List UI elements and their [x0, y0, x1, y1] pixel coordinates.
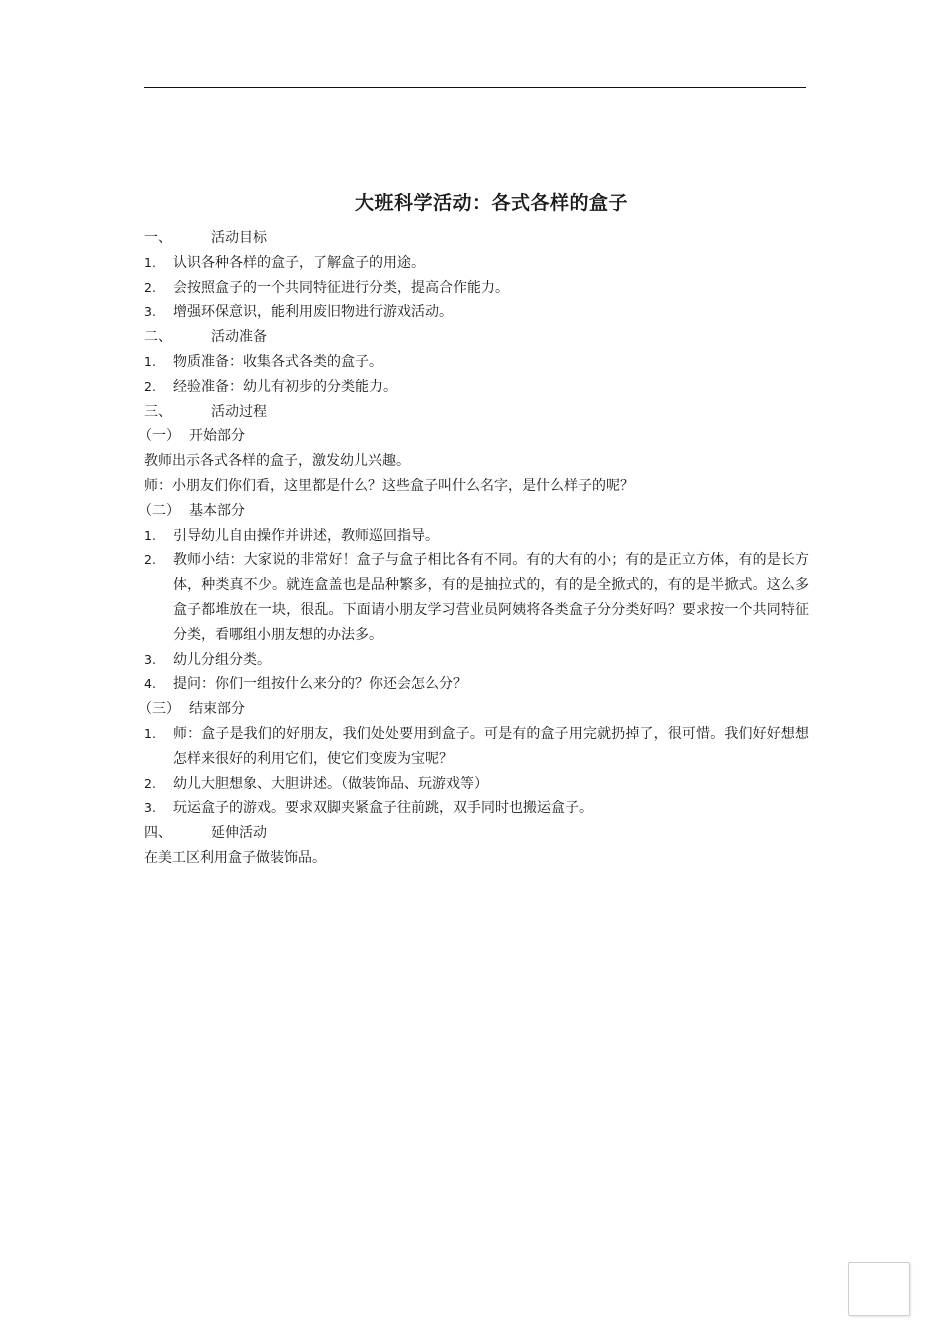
subsection-number: （三） — [138, 701, 180, 718]
list-text: 幼儿分组分类。 — [173, 651, 271, 668]
list-number: 1. — [144, 254, 156, 270]
paragraph: 教师出示各式各样的盒子，激发幼儿兴趣。 — [144, 453, 410, 470]
section-label: 延伸活动 — [211, 825, 267, 842]
list-text: 提问：你们一组按什么来分的？你还会怎么分？ — [173, 676, 467, 693]
list-number: 2. — [144, 378, 156, 394]
section-label: 活动目标 — [211, 230, 267, 246]
list-item — [144, 648, 809, 673]
list-item — [144, 796, 809, 821]
section-heading-preparation — [144, 325, 809, 350]
subsection-label: 基本部分 — [189, 502, 245, 519]
list-text: 幼儿大胆想象、大胆讲述。（做装饰品、玩游戏等） — [173, 775, 488, 792]
list-number: 2. — [144, 775, 156, 791]
list-text: 经验准备：幼儿有初步的分类能力。 — [173, 378, 397, 395]
section-heading-extension — [144, 821, 809, 846]
subsection-heading-end — [138, 697, 809, 722]
paragraph: 在美工区利用盒子做装饰品。 — [144, 849, 326, 866]
list-text: 引导幼儿自由操作并讲述，教师巡回指导。 — [173, 527, 439, 544]
paragraph: 师：小朋友们你们看，这里都是什么？这些盒子叫什么名字，是什么样子的呢？ — [144, 477, 634, 494]
section-number: 三、 — [144, 403, 172, 420]
subsection-number: （一） — [138, 428, 180, 445]
list-item — [144, 300, 809, 325]
subsection-heading-basic — [138, 499, 809, 524]
list-text: 教师小结：大家说的非常好！盒子与盒子相比各有不同。有的大有的小；有的是正立方体，有的是长方体，种类真不少。就连盒盖也是品种繁多，有的是抽拉式的，有的是全掀式的，有的是半掀式。这么多盒子都堆放在一块，很乱。下面请小朋友学习营业员阿姨将各类盒子分分类好吗？要求按一个共同特征分类，看哪组小朋友想的办法多。 — [173, 552, 809, 643]
list-text: 认识各种各样的盒子，了解盒子的用途。 — [173, 254, 425, 271]
list-item — [144, 672, 809, 697]
list-item — [144, 251, 809, 276]
list-text: 物质准备：收集各式各类的盒子。 — [173, 353, 383, 370]
list-number: 4. — [144, 676, 156, 692]
document-body — [138, 226, 809, 871]
list-item — [144, 722, 809, 772]
section-heading-process — [144, 400, 809, 425]
list-item — [144, 772, 809, 797]
list-item — [144, 375, 809, 400]
list-number: 3. — [144, 651, 156, 667]
subsection-heading-start — [138, 424, 809, 449]
section-number: 一、 — [144, 230, 172, 246]
header-rule — [144, 87, 806, 88]
page-thumbnail-button[interactable] — [848, 1262, 910, 1316]
subsection-label: 结束部分 — [189, 701, 245, 718]
subsection-number: （二） — [138, 502, 180, 519]
list-item — [144, 276, 809, 301]
list-number: 3. — [144, 800, 156, 816]
list-item — [144, 548, 809, 647]
list-number: 1. — [144, 725, 156, 741]
section-number: 四、 — [144, 825, 172, 842]
list-number: 2. — [144, 552, 156, 568]
list-number: 1. — [144, 527, 156, 543]
list-text: 会按照盒子的一个共同特征进行分类，提高合作能力。 — [173, 279, 509, 296]
section-label: 活动准备 — [211, 329, 267, 346]
list-number: 1. — [144, 353, 156, 369]
section-number: 二、 — [144, 329, 172, 346]
section-heading-goals — [144, 226, 809, 251]
subsection-label: 开始部分 — [189, 428, 245, 445]
list-text: 师：盒子是我们的好朋友，我们处处要用到盒子。可是有的盒子用完就扔掉了，很可惜。我们好好想想怎样来很好的利用它们，使它们变废为宝呢？ — [173, 725, 809, 767]
list-text: 玩运盒子的游戏。要求双脚夹紧盒子往前跳，双手同时也搬运盒子。 — [173, 800, 593, 817]
list-item — [144, 350, 809, 375]
document-title: 大班科学活动：各式各样的盒子 — [354, 192, 628, 214]
list-number: 3. — [144, 304, 156, 320]
section-label: 活动过程 — [211, 403, 267, 420]
list-text: 增强环保意识，能利用废旧物进行游戏活动。 — [173, 304, 453, 321]
list-item — [144, 524, 809, 549]
list-number: 2. — [144, 279, 156, 295]
